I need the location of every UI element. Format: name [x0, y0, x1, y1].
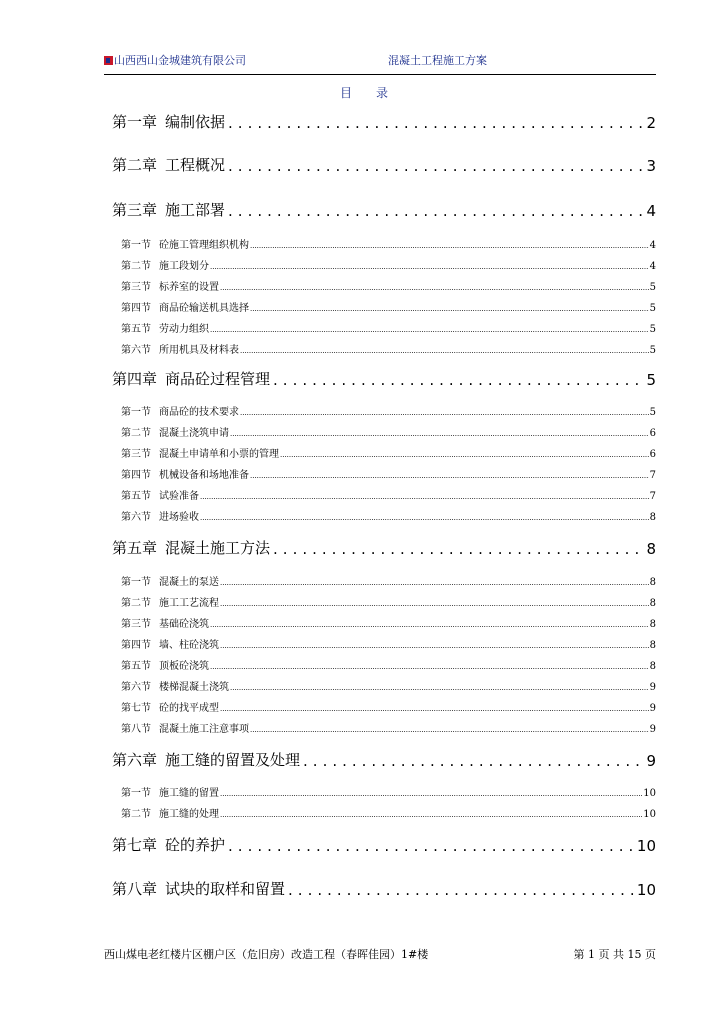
toc-section[interactable] — [121, 637, 656, 651]
toc-section[interactable] — [121, 595, 656, 609]
chapter-title: 工程概况 — [165, 156, 226, 174]
section-page-number: 8 — [649, 661, 656, 672]
chapter-title: 商品砼过程管理 — [165, 370, 271, 388]
section-title: 施工工艺流程 — [159, 598, 219, 609]
section-title: 基础砼浇筑 — [159, 619, 209, 630]
toc-section[interactable] — [121, 467, 656, 481]
section-page-number: 5 — [649, 407, 656, 418]
section-title: 商品砼的技术要求 — [159, 407, 239, 418]
toc-chapter-7[interactable] — [112, 833, 656, 855]
section-title: 标养室的设置 — [159, 282, 219, 293]
toc-section[interactable] — [121, 509, 656, 523]
section-number: 第六节 — [121, 345, 151, 356]
dot-leader — [210, 621, 649, 629]
section-number: 第一节 — [121, 240, 151, 251]
toc-chapter-4[interactable] — [112, 367, 656, 389]
section-page-number: 7 — [649, 470, 656, 481]
section-page-number: 4 — [649, 261, 656, 272]
toc-chapter-2[interactable] — [112, 153, 656, 175]
section-number: 第二节 — [121, 809, 151, 820]
section-page-number: 7 — [649, 491, 656, 502]
section-number: 第二节 — [121, 598, 151, 609]
toc-section[interactable] — [121, 700, 656, 714]
toc-chapter-6[interactable] — [112, 748, 656, 770]
section-number: 第六节 — [121, 512, 151, 523]
section-title: 试验准备 — [159, 491, 199, 502]
dot-leader — [210, 326, 649, 334]
section-page-number: 9 — [649, 682, 656, 693]
chapter-title: 砼的养护 — [165, 836, 226, 854]
chapter-number: 第八章 — [112, 880, 158, 898]
section-title: 顶板砼浇筑 — [159, 661, 209, 672]
section-number: 第六节 — [121, 682, 151, 693]
section-number: 第一节 — [121, 788, 151, 799]
dot-leader — [210, 663, 649, 671]
dot-leader — [303, 752, 643, 770]
dot-leader — [273, 371, 643, 389]
company-name-text: 山西西山金城建筑有限公司 — [114, 54, 246, 67]
dot-leader — [200, 493, 649, 501]
section-page-number: 5 — [649, 345, 656, 356]
dot-leader — [230, 430, 649, 438]
dot-leader — [200, 514, 649, 522]
chapter-title: 混凝土施工方法 — [165, 539, 271, 557]
chapter-number: 第四章 — [112, 370, 158, 388]
section-number: 第五节 — [121, 661, 151, 672]
toc-section[interactable] — [121, 425, 656, 439]
chapter-number: 第二章 — [112, 156, 158, 174]
toc-heading: 目录 — [340, 86, 413, 100]
chapter-title: 施工缝的留置及处理 — [165, 751, 301, 769]
dot-leader — [273, 540, 643, 558]
chapter-title: 编制依据 — [165, 113, 226, 131]
dot-leader — [228, 202, 643, 220]
section-number: 第二节 — [121, 261, 151, 272]
chapter-page-number: 4 — [646, 202, 656, 220]
section-number: 第三节 — [121, 282, 151, 293]
section-title: 所用机具及材料表 — [159, 345, 239, 356]
toc-section[interactable] — [121, 321, 656, 335]
section-number: 第五节 — [121, 324, 151, 335]
section-page-number: 8 — [649, 598, 656, 609]
chapter-page-number: 10 — [636, 881, 656, 899]
chapter-number: 第一章 — [112, 113, 158, 131]
section-page-number: 8 — [649, 577, 656, 588]
section-page-number: 9 — [649, 724, 656, 735]
chapter-page-number: 9 — [646, 752, 656, 770]
section-title: 混凝土的泵送 — [159, 577, 219, 588]
toc-section[interactable] — [121, 237, 656, 251]
dot-leader — [220, 705, 649, 713]
section-page-number: 4 — [649, 240, 656, 251]
section-number: 第八节 — [121, 724, 151, 735]
section-number: 第三节 — [121, 619, 151, 630]
toc-chapter-3[interactable] — [112, 198, 656, 220]
dot-leader — [230, 684, 649, 692]
section-title: 混凝土浇筑申请 — [159, 428, 229, 439]
toc-section[interactable] — [121, 404, 656, 418]
section-page-number: 6 — [649, 449, 656, 460]
toc-section[interactable] — [121, 679, 656, 693]
section-title: 墙、柱砼浇筑 — [159, 640, 219, 651]
chapter-title: 施工部署 — [165, 201, 226, 219]
toc-section[interactable] — [121, 785, 656, 799]
dot-leader — [220, 811, 642, 819]
toc-section[interactable] — [121, 446, 656, 460]
chapter-number: 第七章 — [112, 836, 158, 854]
section-title: 商品砼输送机具选择 — [159, 303, 249, 314]
section-page-number: 8 — [649, 619, 656, 630]
dot-leader — [250, 472, 649, 480]
chapter-page-number: 5 — [646, 371, 656, 389]
section-page-number: 10 — [643, 788, 656, 799]
project-name: 西山煤电老红楼片区棚户区（危旧房）改造工程（春晖佳园）1#楼 — [104, 948, 429, 961]
dot-leader — [220, 284, 649, 292]
chapter-number: 第六章 — [112, 751, 158, 769]
section-title: 施工缝的留置 — [159, 788, 219, 799]
chapter-page-number: 3 — [646, 157, 656, 175]
section-title: 施工段划分 — [159, 261, 209, 272]
toc-section[interactable] — [121, 258, 656, 272]
dot-leader — [220, 600, 649, 608]
dot-leader — [240, 409, 649, 417]
dot-leader — [250, 726, 649, 734]
section-page-number: 10 — [643, 809, 656, 820]
section-page-number: 8 — [649, 512, 656, 523]
section-number: 第一节 — [121, 407, 151, 418]
section-page-number: 8 — [649, 640, 656, 651]
company-name — [104, 52, 246, 68]
toc-section[interactable] — [121, 721, 656, 735]
toc-chapter-1[interactable] — [112, 110, 656, 132]
section-page-number: 9 — [649, 703, 656, 714]
section-page-number: 5 — [649, 282, 656, 293]
toc-section[interactable] — [121, 574, 656, 588]
chapter-page-number: 2 — [646, 114, 656, 132]
dot-leader — [250, 305, 649, 313]
toc-section[interactable] — [121, 300, 656, 314]
dot-leader — [250, 242, 649, 250]
dot-leader — [228, 157, 643, 175]
dot-leader — [288, 881, 634, 899]
dot-leader — [210, 263, 649, 271]
section-title: 砼施工管理组织机构 — [159, 240, 249, 251]
toc-section[interactable] — [121, 806, 656, 820]
dot-leader — [220, 579, 649, 587]
dot-leader — [220, 642, 649, 650]
toc-chapter-5[interactable] — [112, 536, 656, 558]
toc-chapter-8[interactable] — [112, 877, 656, 899]
chapter-page-number: 8 — [646, 540, 656, 558]
toc-section[interactable] — [121, 658, 656, 672]
section-page-number: 6 — [649, 428, 656, 439]
dot-leader — [240, 347, 649, 355]
section-title: 砼的找平成型 — [159, 703, 219, 714]
dot-leader — [228, 114, 643, 132]
toc-section[interactable] — [121, 488, 656, 502]
chapter-page-number: 10 — [636, 837, 656, 855]
section-number: 第四节 — [121, 470, 151, 481]
section-page-number: 5 — [649, 303, 656, 314]
dot-leader — [220, 790, 642, 798]
section-title: 进场验收 — [159, 512, 199, 523]
section-title: 施工缝的处理 — [159, 809, 219, 820]
company-logo-icon — [104, 56, 113, 65]
toc-section[interactable] — [121, 616, 656, 630]
section-title: 机械设备和场地准备 — [159, 470, 249, 481]
toc-section[interactable] — [121, 279, 656, 293]
section-number: 第七节 — [121, 703, 151, 714]
chapter-number: 第五章 — [112, 539, 158, 557]
section-number: 第四节 — [121, 640, 151, 651]
section-title: 混凝土施工注意事项 — [159, 724, 249, 735]
section-number: 第五节 — [121, 491, 151, 502]
toc-section[interactable] — [121, 342, 656, 356]
section-number: 第三节 — [121, 449, 151, 460]
section-title: 混凝土申请单和小票的管理 — [159, 449, 279, 460]
chapter-title: 试块的取样和留置 — [165, 880, 286, 898]
page-header — [104, 48, 656, 75]
section-page-number: 5 — [649, 324, 656, 335]
page-indicator: 第 1 页 共 15 页 — [573, 948, 656, 961]
dot-leader — [228, 837, 634, 855]
chapter-number: 第三章 — [112, 201, 158, 219]
section-title: 楼梯混凝土浇筑 — [159, 682, 229, 693]
section-number: 第一节 — [121, 577, 151, 588]
section-number: 第四节 — [121, 303, 151, 314]
section-number: 第二节 — [121, 428, 151, 439]
section-title: 劳动力组织 — [159, 324, 209, 335]
document-title: 混凝土工程施工方案 — [388, 54, 487, 67]
page-footer — [104, 944, 656, 964]
dot-leader — [280, 451, 649, 459]
